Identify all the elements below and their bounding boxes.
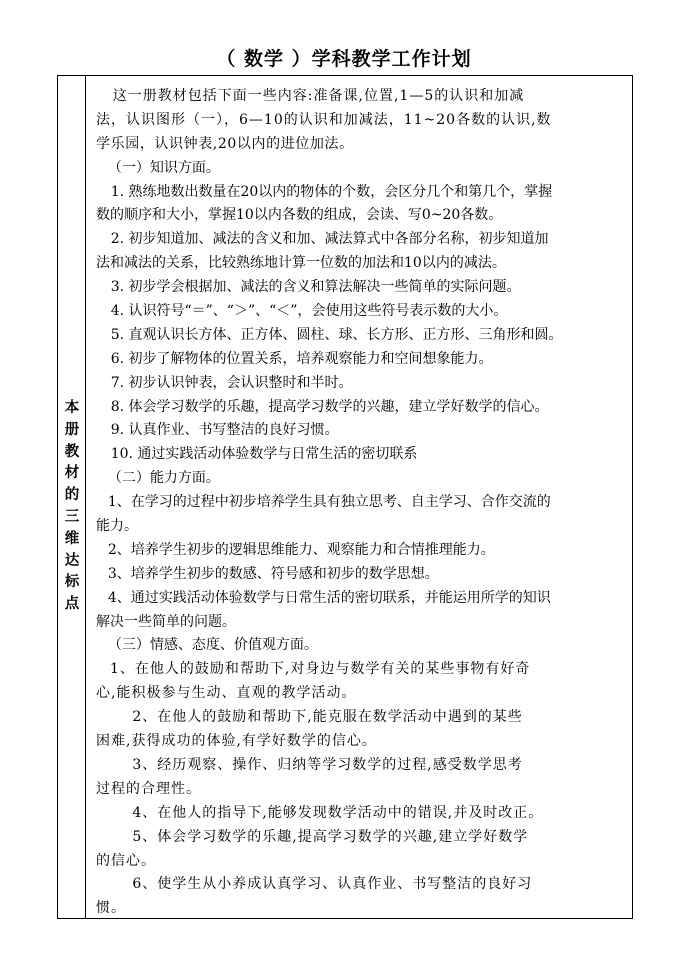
side-label-char: 册 <box>64 421 80 438</box>
page-title: （ 数学 ）学科教学工作计划 <box>216 48 472 70</box>
text-line: 解决一些简单的问题。 <box>96 613 236 630</box>
plan-table <box>57 75 633 919</box>
text-line: 1、在学习的过程中初步培养学生具有独立思考、自主学习、合作交流的 <box>107 494 551 511</box>
side-label-char: 本 <box>64 400 80 416</box>
text-line: 6. 初步了解物体的位置关系，培养观察能力和空间想象能力。 <box>110 350 493 367</box>
text-line: 2、在他人的鼓励和帮助下,能克服在数学活动中遇到的某些 <box>132 709 523 726</box>
text-line: 惯。 <box>96 900 126 917</box>
text-line: 3、培养学生初步的数感、符号感和初步的数学思想。 <box>107 565 439 582</box>
text-line: （一）知识方面。 <box>107 159 220 176</box>
text-line: 2. 初步知道加、减法的含义和加、减法算式中各部分名称，初步知道加 <box>110 231 549 248</box>
text-line: 法和减法的关系，比较熟练地计算一位数的加法和10以内的减法。 <box>96 255 506 272</box>
text-line: 3. 初步学会根据加、减法的含义和算法解决一些简单的实际问题。 <box>110 279 521 296</box>
text-line: 7. 初步认识钟表，会认识整时和半时。 <box>110 374 353 391</box>
side-label-char: 维 <box>64 530 80 547</box>
side-label-char: 材 <box>64 465 80 482</box>
text-line: 8. 体会学习数学的乐趣，提高学习数学的兴趣，建立学好数学的信心。 <box>110 398 549 415</box>
text-line: 4、通过实践活动体验数学与日常生活的密切联系，并能运用所学的知识 <box>107 589 551 606</box>
text-line: 的信心。 <box>96 852 156 869</box>
side-label-char: 达 <box>64 552 80 569</box>
text-line: 6、使学生从小养成认真学习、认真作业、书写整洁的良好习 <box>132 876 533 893</box>
text-line: 心,能积极参与生动、直观的教学活动。 <box>96 685 357 702</box>
side-label <box>58 398 86 616</box>
text-line: 这一册教材包括下面一些内容:准备课,位置,1—5的认识和加减 <box>112 88 525 104</box>
text-line: 9. 认真作业、书写整洁的良好习惯。 <box>110 422 339 439</box>
text-line: 4、在他人的指导下,能够发现数学活动中的错误,并及时改正。 <box>132 804 544 821</box>
text-line: 10. 通过实践活动体验数学与日常生活的密切联系 <box>110 446 418 463</box>
text-line: 学乐园，认识钟表,20以内的进位加法。 <box>96 135 354 152</box>
text-line: 能力。 <box>96 518 138 535</box>
side-label-char: 三 <box>64 508 80 525</box>
text-line: 5. 直观认识长方体、正方体、圆柱、球、长方形、正方形、三角形和圆。 <box>110 326 563 343</box>
text-line: 4. 认识符号“＝”、“＞”、“＜”，会使用这些符号表示数的大小。 <box>110 303 508 320</box>
text-line: 1. 熟练地数出数量在20以内的物体的个数，会区分几个和第几个，掌握 <box>110 183 553 200</box>
side-label-char: 的 <box>64 487 80 504</box>
text-line: 3、经历观察、操作、归纳等学习数学的过程,感受数学思考 <box>132 756 523 773</box>
text-line: 法，认识图形（一），6—10的认识和加减法，11~20各数的认识,数 <box>96 111 552 128</box>
text-line: 5、体会学习数学的乐趣,提高学习数学的兴趣,建立学好数学 <box>132 828 529 845</box>
content-cell <box>96 85 632 921</box>
text-line: 过程的合理性。 <box>96 780 201 797</box>
side-label-char: 点 <box>64 596 80 613</box>
text-line: 困难,获得成功的体验,有学好数学的信心。 <box>96 733 377 750</box>
text-line: （二）能力方面。 <box>107 470 220 487</box>
side-label-char: 标 <box>64 574 80 591</box>
text-line: （三）情感、态度、价值观方面。 <box>107 637 318 654</box>
text-line: 数的顺序和大小，掌握10以内各数的组成，会读、写0~20各数。 <box>96 207 503 224</box>
side-label-cell <box>58 76 86 918</box>
side-label-char: 教 <box>64 443 80 460</box>
text-line: 2、培养学生初步的逻辑思维能力、观察能力和合情推理能力。 <box>107 541 495 558</box>
text-line: 1、在他人的鼓励和帮助下,对身边与数学有关的某些事物有好奇 <box>110 661 531 678</box>
